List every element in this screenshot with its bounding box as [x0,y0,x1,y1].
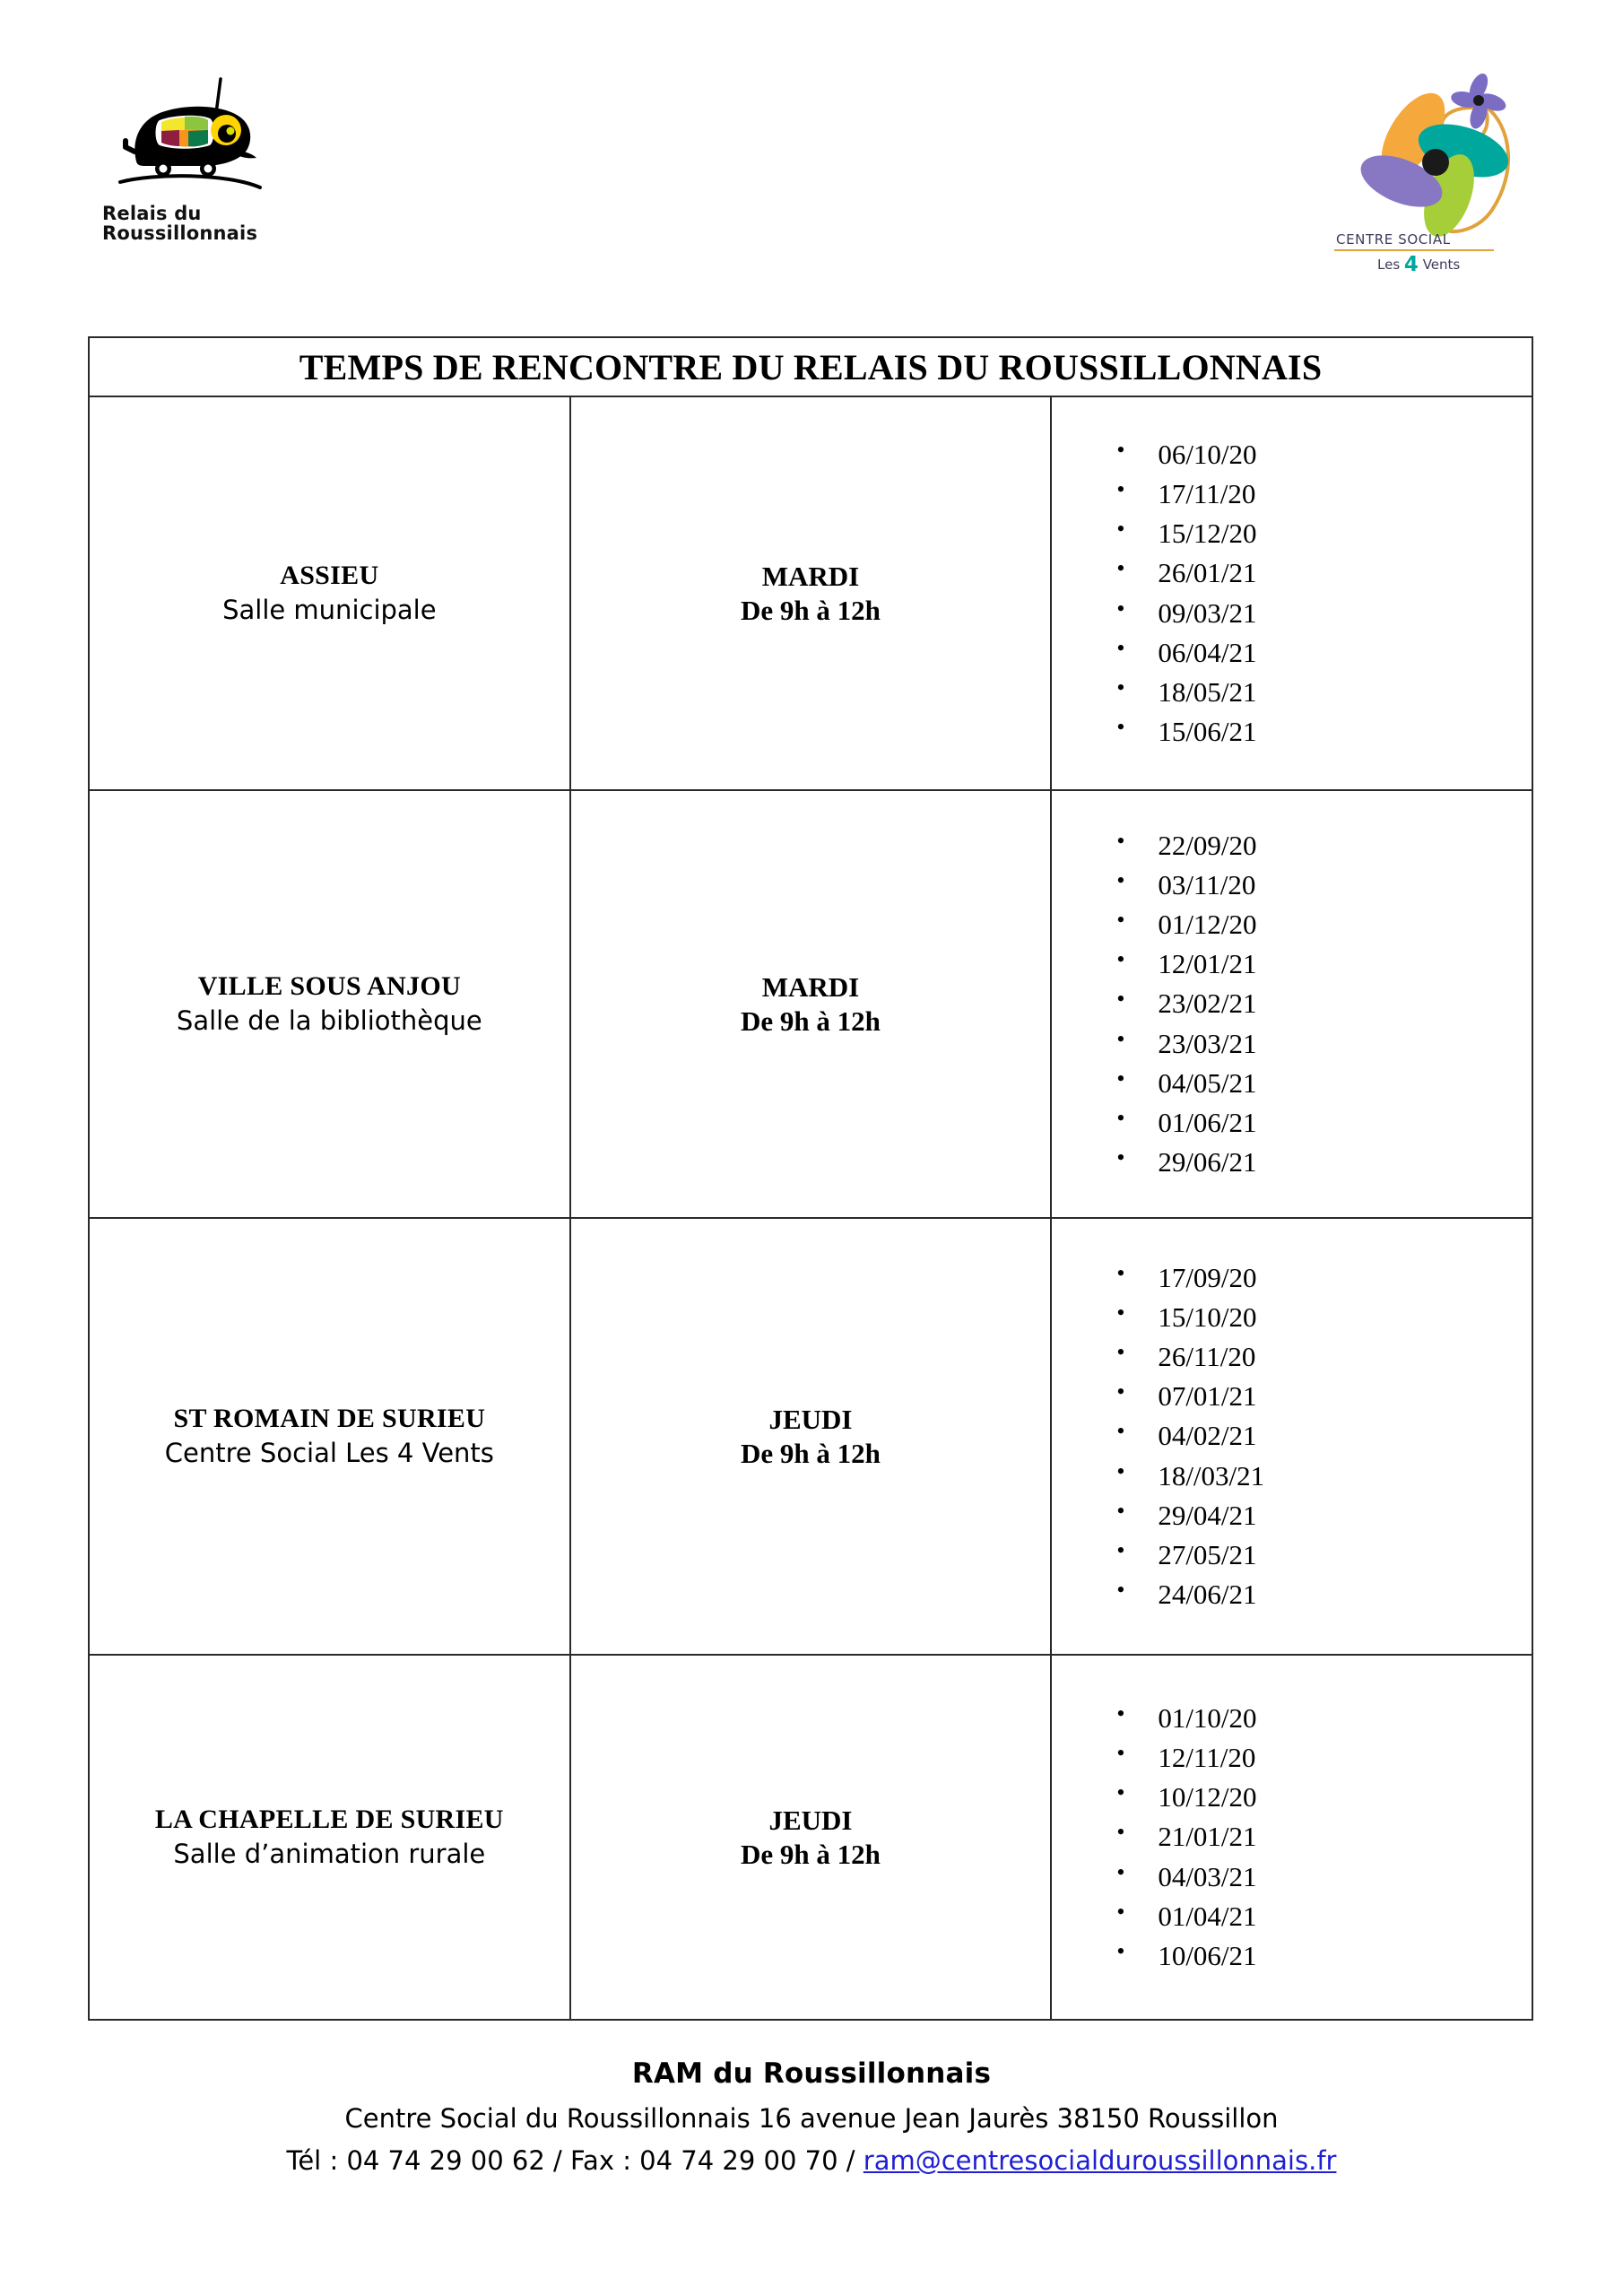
relais-logo-caption-line1: Relais du [102,203,202,224]
day-cell [570,790,1052,1218]
list-item: • 18/05/21 [1158,673,1532,712]
list-item: • 18//03/21 [1158,1457,1532,1496]
day-name: MARDI [761,971,860,1004]
place-cell [89,396,570,790]
table-title-row [89,337,1532,396]
table-row [89,1218,1532,1655]
place-cell [89,1218,570,1655]
day-name: JEUDI [768,1404,853,1436]
relais-logo-caption [102,204,295,243]
les-4-vents-suffix: Vents [1418,257,1461,273]
dates-cell [1051,396,1532,790]
place-venue: Salle d’animation rurale [173,1839,486,1870]
list-item: • 10/06/21 [1158,1936,1532,1976]
list-item: • 23/02/21 [1158,984,1532,1023]
list-item: • 01/04/21 [1158,1897,1532,1936]
list-item: • 26/01/21 [1158,553,1532,593]
table-row [89,1655,1532,2020]
place-venue: Centre Social Les 4 Vents [164,1438,494,1469]
day-hours: De 9h à 12h [741,1004,881,1037]
list-item: • 29/04/21 [1158,1496,1532,1535]
list-item: • 15/06/21 [1158,712,1532,752]
list-item: • 21/01/21 [1158,1817,1532,1857]
caravan-icon [109,65,289,208]
day-name: MARDI [761,561,860,593]
centre-social-les-4-vents-logo [1327,56,1542,293]
list-item: • 12/11/20 [1158,1738,1532,1778]
table-row [89,790,1532,1218]
place-name: VILLE SOUS ANJOU [197,970,461,1001]
day-hours: De 9h à 12h [741,594,881,626]
day-name: JEUDI [768,1805,853,1837]
header-logos-band [0,0,1623,323]
list-item: • 04/03/21 [1158,1857,1532,1897]
list-item: • 04/02/21 [1158,1416,1532,1456]
list-item: • 26/11/20 [1158,1337,1532,1377]
day-hours: De 9h à 12h [741,1437,881,1469]
day-cell [570,396,1052,790]
place-cell [89,1655,570,2020]
les-4-vents-prefix: Les [1377,257,1404,273]
footer [0,2054,1623,2181]
list-item: • 12/01/21 [1158,944,1532,984]
place-name: LA CHAPELLE DE SURIEU [154,1804,504,1834]
place-name: ST ROMAIN DE SURIEU [173,1403,486,1433]
relais-logo-caption-line2: Roussillonnais [102,222,258,245]
list-item: • 06/04/21 [1158,633,1532,673]
list-item: • 15/12/20 [1158,514,1532,553]
place-venue: Salle de la bibliothèque [176,1005,482,1037]
list-item: • 01/12/20 [1158,905,1532,944]
dates-list [1052,1699,1532,1975]
les-4-vents-number: 4 [1403,253,1419,276]
place-venue: Salle municipale [222,595,437,626]
list-item: • 01/06/21 [1158,1103,1532,1143]
day-cell [570,1218,1052,1655]
list-item: • 23/03/21 [1158,1024,1532,1064]
day-hours: De 9h à 12h [741,1838,881,1870]
table-row [89,396,1532,790]
list-item: • 22/09/20 [1158,826,1532,865]
list-item: • 07/01/21 [1158,1377,1532,1416]
dates-list [1052,1258,1532,1613]
list-item: • 17/09/20 [1158,1258,1532,1298]
schedule-table [88,336,1533,2021]
place-cell [89,790,570,1218]
dates-cell [1051,790,1532,1218]
list-item: • 09/03/21 [1158,594,1532,633]
page-title: TEMPS DE RENCONTRE DU RELAIS DU ROUSSILLONNAIS [89,337,1532,396]
list-item: • 24/06/21 [1158,1575,1532,1614]
day-cell [570,1655,1052,2020]
les-4-vents-label [1377,253,1503,276]
dates-list [1052,435,1532,751]
relais-du-roussillonnais-logo [102,65,343,289]
dates-cell [1051,1218,1532,1655]
list-item: • 10/12/20 [1158,1778,1532,1817]
footer-contact [0,2142,1623,2181]
centre-social-divider [1334,249,1494,251]
dates-cell [1051,1655,1532,2020]
list-item: • 04/05/21 [1158,1064,1532,1103]
pinwheel-flower-icon [1327,56,1542,248]
place-name: ASSIEU [280,560,379,590]
footer-phone-fax: Tél : 04 74 29 00 62 / Fax : 04 74 29 00 70 / [286,2145,864,2177]
centre-social-label: CENTRE SOCIAL [1336,231,1451,248]
list-item: • 17/11/20 [1158,474,1532,514]
list-item: • 29/06/21 [1158,1143,1532,1182]
dates-list [1052,826,1532,1181]
list-item: • 01/10/20 [1158,1699,1532,1738]
footer-email-link[interactable]: ram@centresocialduroussillonnais.fr [863,2145,1337,2177]
footer-address: Centre Social du Roussillonnais 16 avenue Jean Jaurès 38150 Roussillon [344,2102,1279,2134]
footer-title: RAM du Roussillonnais [631,2057,992,2090]
list-item: • 06/10/20 [1158,435,1532,474]
list-item: • 03/11/20 [1158,865,1532,905]
list-item: • 15/10/20 [1158,1298,1532,1337]
list-item: • 27/05/21 [1158,1535,1532,1575]
